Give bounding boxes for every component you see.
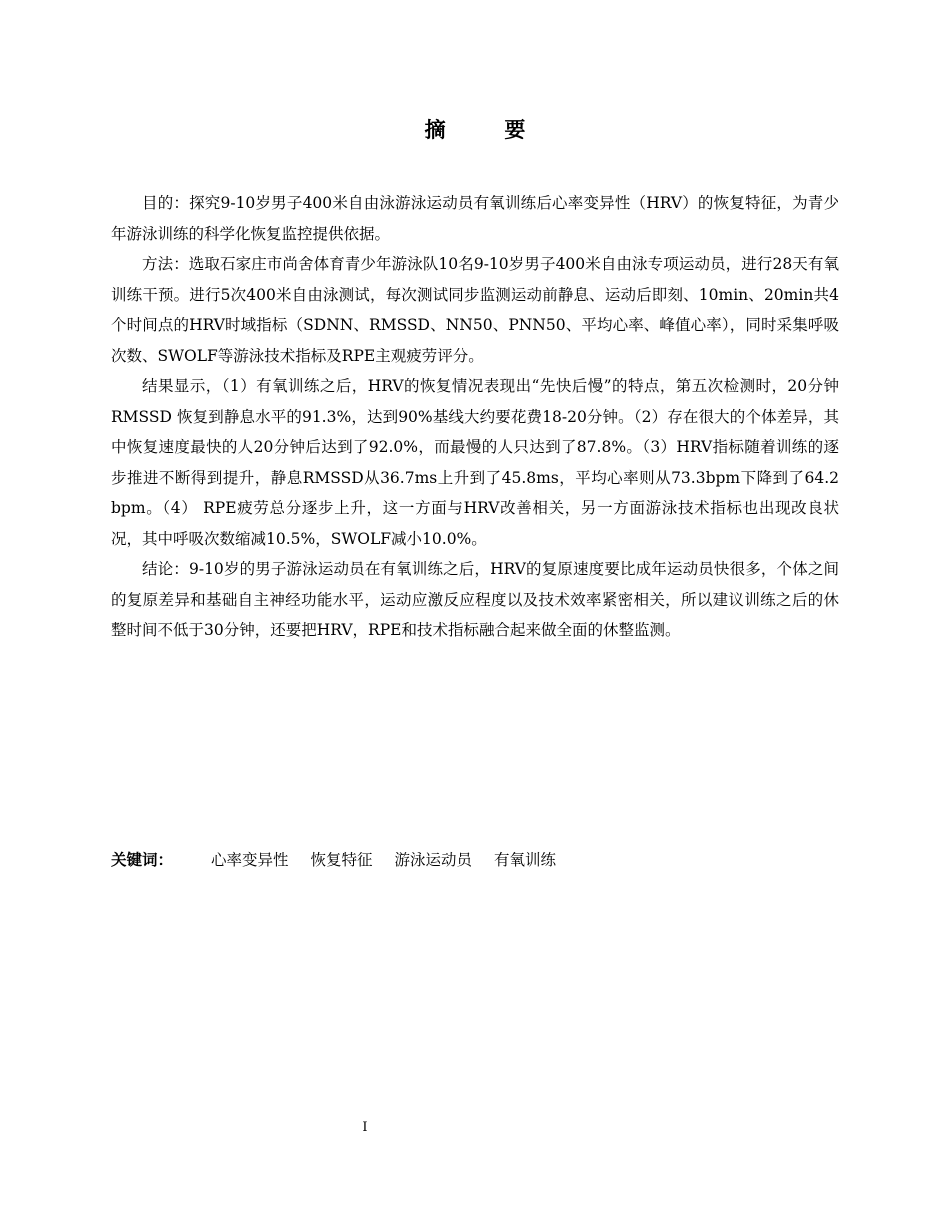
keywords-label: 关键词： — [111, 851, 174, 869]
page-number: I — [362, 1120, 368, 1135]
abstract-results-paragraph: 结果显示，（1）有氧训练之后，HRV的恢复情况表现出“先快后慢”的特点，第五次检测时，20分钟 RMSSD 恢复到静息水平的91.3%，达到90%基线大约要花费18-20分钟。（2）存在很大的个体差异，其中恢复速度最快的人20分钟后达到了92.0%，而最慢的人只达到了87.8%。（3）HRV指标随着训练的逐步推进不断得到提升，静息RMSSD从36.7ms上升到了45.8ms，平均心率则从73.3bpm下降到了64.2 bpm。（4） RPE疲劳总分逐步上升，这一方面与HRV改善相关，另一方面游泳技术指标也出现改良状况，其中呼吸次数缩减10.5%，SWOLF减小10.0%。 — [111, 377, 839, 548]
keyword-item: 游泳运动员 — [394, 851, 473, 869]
abstract-body — [111, 188, 839, 646]
abstract-title: 摘 要 — [424, 118, 545, 142]
keyword-item: 有氧训练 — [494, 851, 557, 869]
keyword-item: 心率变异性 — [211, 851, 289, 869]
abstract-method-paragraph: 方法：选取石家庄市尚舍体育青少年游泳队10名9-10岁男子400米自由泳专项运动员，进行28天有氧训练干预。进行5次400米自由泳测试，每次测试同步监测运动前静息、运动后即刻、10min、20min共4个时间点的HRV时域指标（SDNN、RMSSD、NN50、PNN50、平均心率、峰值心率），同时采集呼吸次数、SWOLF等游泳技术指标及RPE主观疲劳评分。 — [111, 255, 839, 365]
keyword-item: 恢复特征 — [310, 851, 373, 869]
abstract-purpose-paragraph: 目的：探究9-10岁男子400米自由泳游泳运动员有氧训练后心率变异性（HRV）的恢复特征，为青少年游泳训练的科学化恢复监控提供依据。 — [111, 194, 839, 243]
abstract-conclusion-paragraph: 结论：9-10岁的男子游泳运动员在有氧训练之后，HRV的复原速度要比成年运动员快很多，个体之间的复原差异和基础自主神经功能水平，运动应激反应程度以及技术效率紧密相关，所以建议训练之后的休整时间不低于30分钟，还要把HRV，RPE和技术指标融合起来做全面的休整监测。 — [111, 560, 839, 639]
keywords-line — [111, 845, 839, 875]
